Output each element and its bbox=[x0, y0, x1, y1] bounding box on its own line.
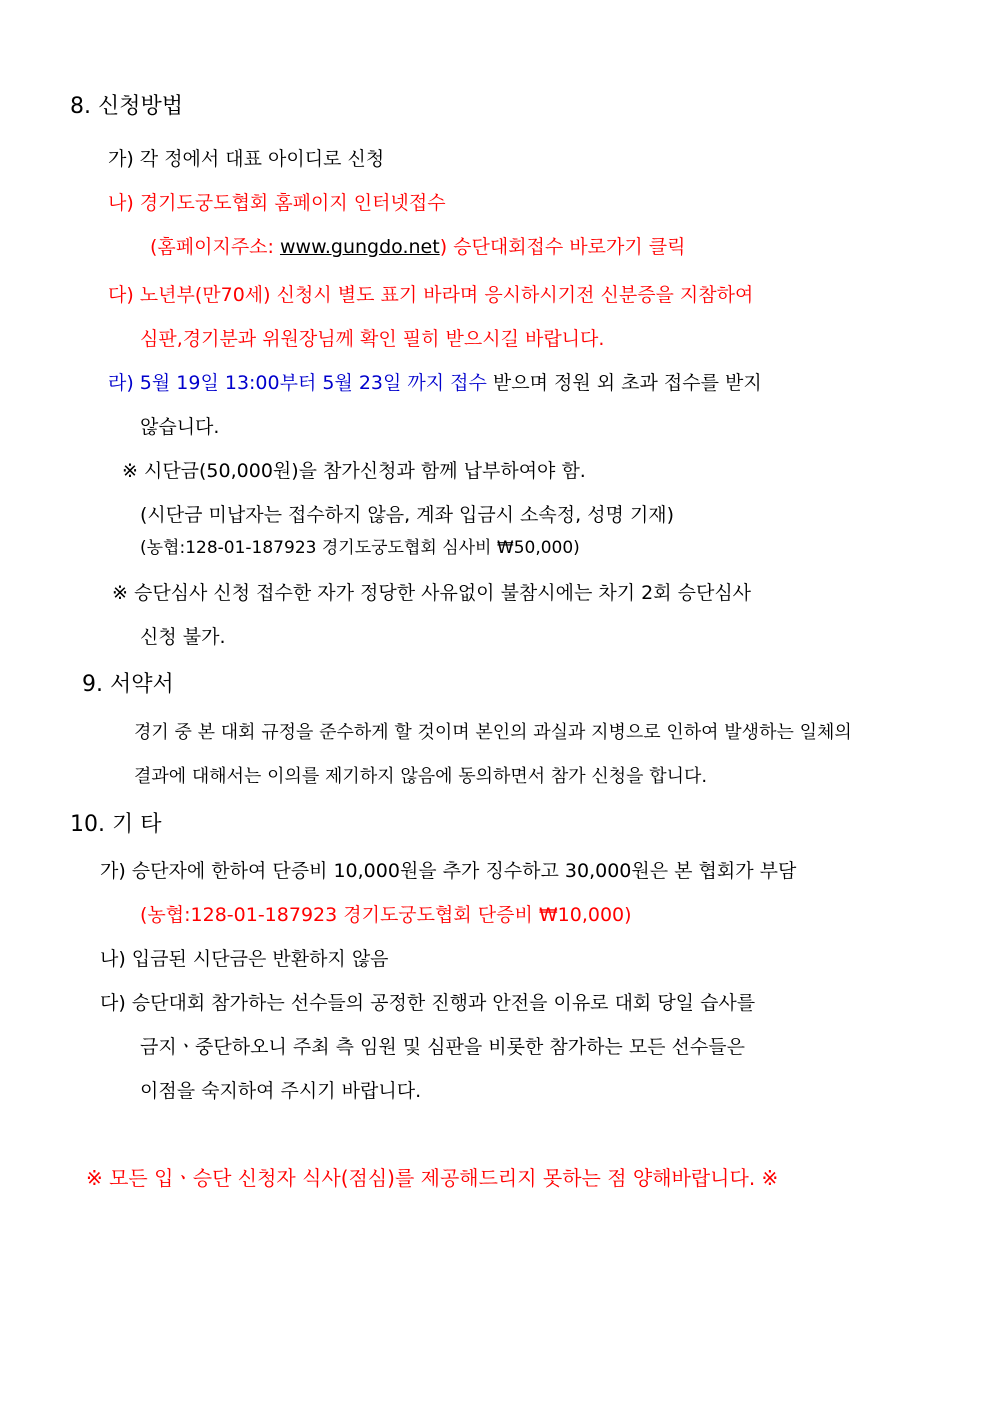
fee-account: (농협:128-01-187923 경기도궁도협회 심사비 ₩50,000) bbox=[140, 538, 580, 558]
section-9-heading: 9. 서약서 bbox=[82, 672, 174, 697]
fee-detail: (시단금 미납자는 접수하지 않음, 계좌 입금시 소속정, 성명 기재) bbox=[140, 504, 675, 526]
certificate-fee-account: (농협:128-01-187923 경기도궁도협회 단증비 ₩10,000) bbox=[140, 904, 632, 926]
homepage-address-suffix: ) 승단대회접수 바로가기 클릭 bbox=[439, 236, 686, 258]
section-10-item-da-line1: 다) 승단대회 참가하는 선수들의 공정한 진행과 안전을 이유로 대회 당일 습사를 bbox=[100, 992, 756, 1014]
section-10-item-da-line3: 이점을 숙지하여 주시기 바랍니다. bbox=[140, 1080, 422, 1102]
section-10-heading: 10. 기 타 bbox=[70, 812, 162, 837]
homepage-address-line bbox=[150, 238, 685, 257]
pledge-line1: 경기 중 본 대회 규정을 준수하게 할 것이며 본인의 과실과 지병으로 인하여 발생하는 일체의 bbox=[134, 722, 852, 743]
homepage-link[interactable]: www.gungdo.net bbox=[279, 236, 440, 258]
meal-notice: ※ 모든 입ㆍ승단 신청자 식사(점심)를 제공해드리지 못하는 점 양해바랍니다. ※ bbox=[86, 1166, 779, 1190]
absence-note-line1: ※ 승단심사 신청 접수한 자가 정당한 사유없이 불참시에는 차기 2회 승단심사 bbox=[112, 582, 752, 604]
section-8-item-ga: 가) 각 정에서 대표 아이디로 신청 bbox=[108, 148, 385, 170]
section-10-item-ga: 가) 승단자에 한하여 단증비 10,000원을 추가 징수하고 30,000원은 본 협회가 부담 bbox=[100, 860, 797, 882]
section-10-item-da-line2: 금지ㆍ중단하오니 주최 측 임원 및 심판을 비롯한 참가하는 모든 선수들은 bbox=[140, 1036, 745, 1058]
section-8-item-da-line1: 다) 노년부(만70세) 신청시 별도 표기 바라며 응시하시기전 신분증을 지참하여 bbox=[108, 284, 754, 306]
pledge-line2: 결과에 대해서는 이의를 제기하지 않음에 동의하면서 참가 신청을 합니다. bbox=[134, 766, 708, 787]
registration-limit: 받으며 정원 외 초과 접수를 받지 bbox=[486, 372, 762, 394]
section-8-item-ra-line2: 않습니다. bbox=[140, 416, 220, 438]
registration-period: 라) 5월 19일 13:00부터 5월 23일 까지 접수 bbox=[108, 372, 487, 394]
section-8-heading: 8. 신청방법 bbox=[70, 94, 183, 119]
absence-note-line2: 신청 불가. bbox=[140, 626, 226, 648]
fee-note: ※ 시단금(50,000원)을 참가신청과 함께 납부하여야 함. bbox=[122, 460, 586, 482]
section-8-item-ra-line1 bbox=[108, 374, 762, 393]
section-8-item-na: 나) 경기도궁도협회 홈페이지 인터넷접수 bbox=[108, 192, 446, 214]
section-8-item-da-line2: 심판,경기분과 위원장님께 확인 필히 받으시길 바랍니다. bbox=[140, 328, 605, 350]
homepage-address-prefix: (홈페이지주소: bbox=[150, 236, 280, 258]
section-10-item-na: 나) 입금된 시단금은 반환하지 않음 bbox=[100, 948, 389, 970]
